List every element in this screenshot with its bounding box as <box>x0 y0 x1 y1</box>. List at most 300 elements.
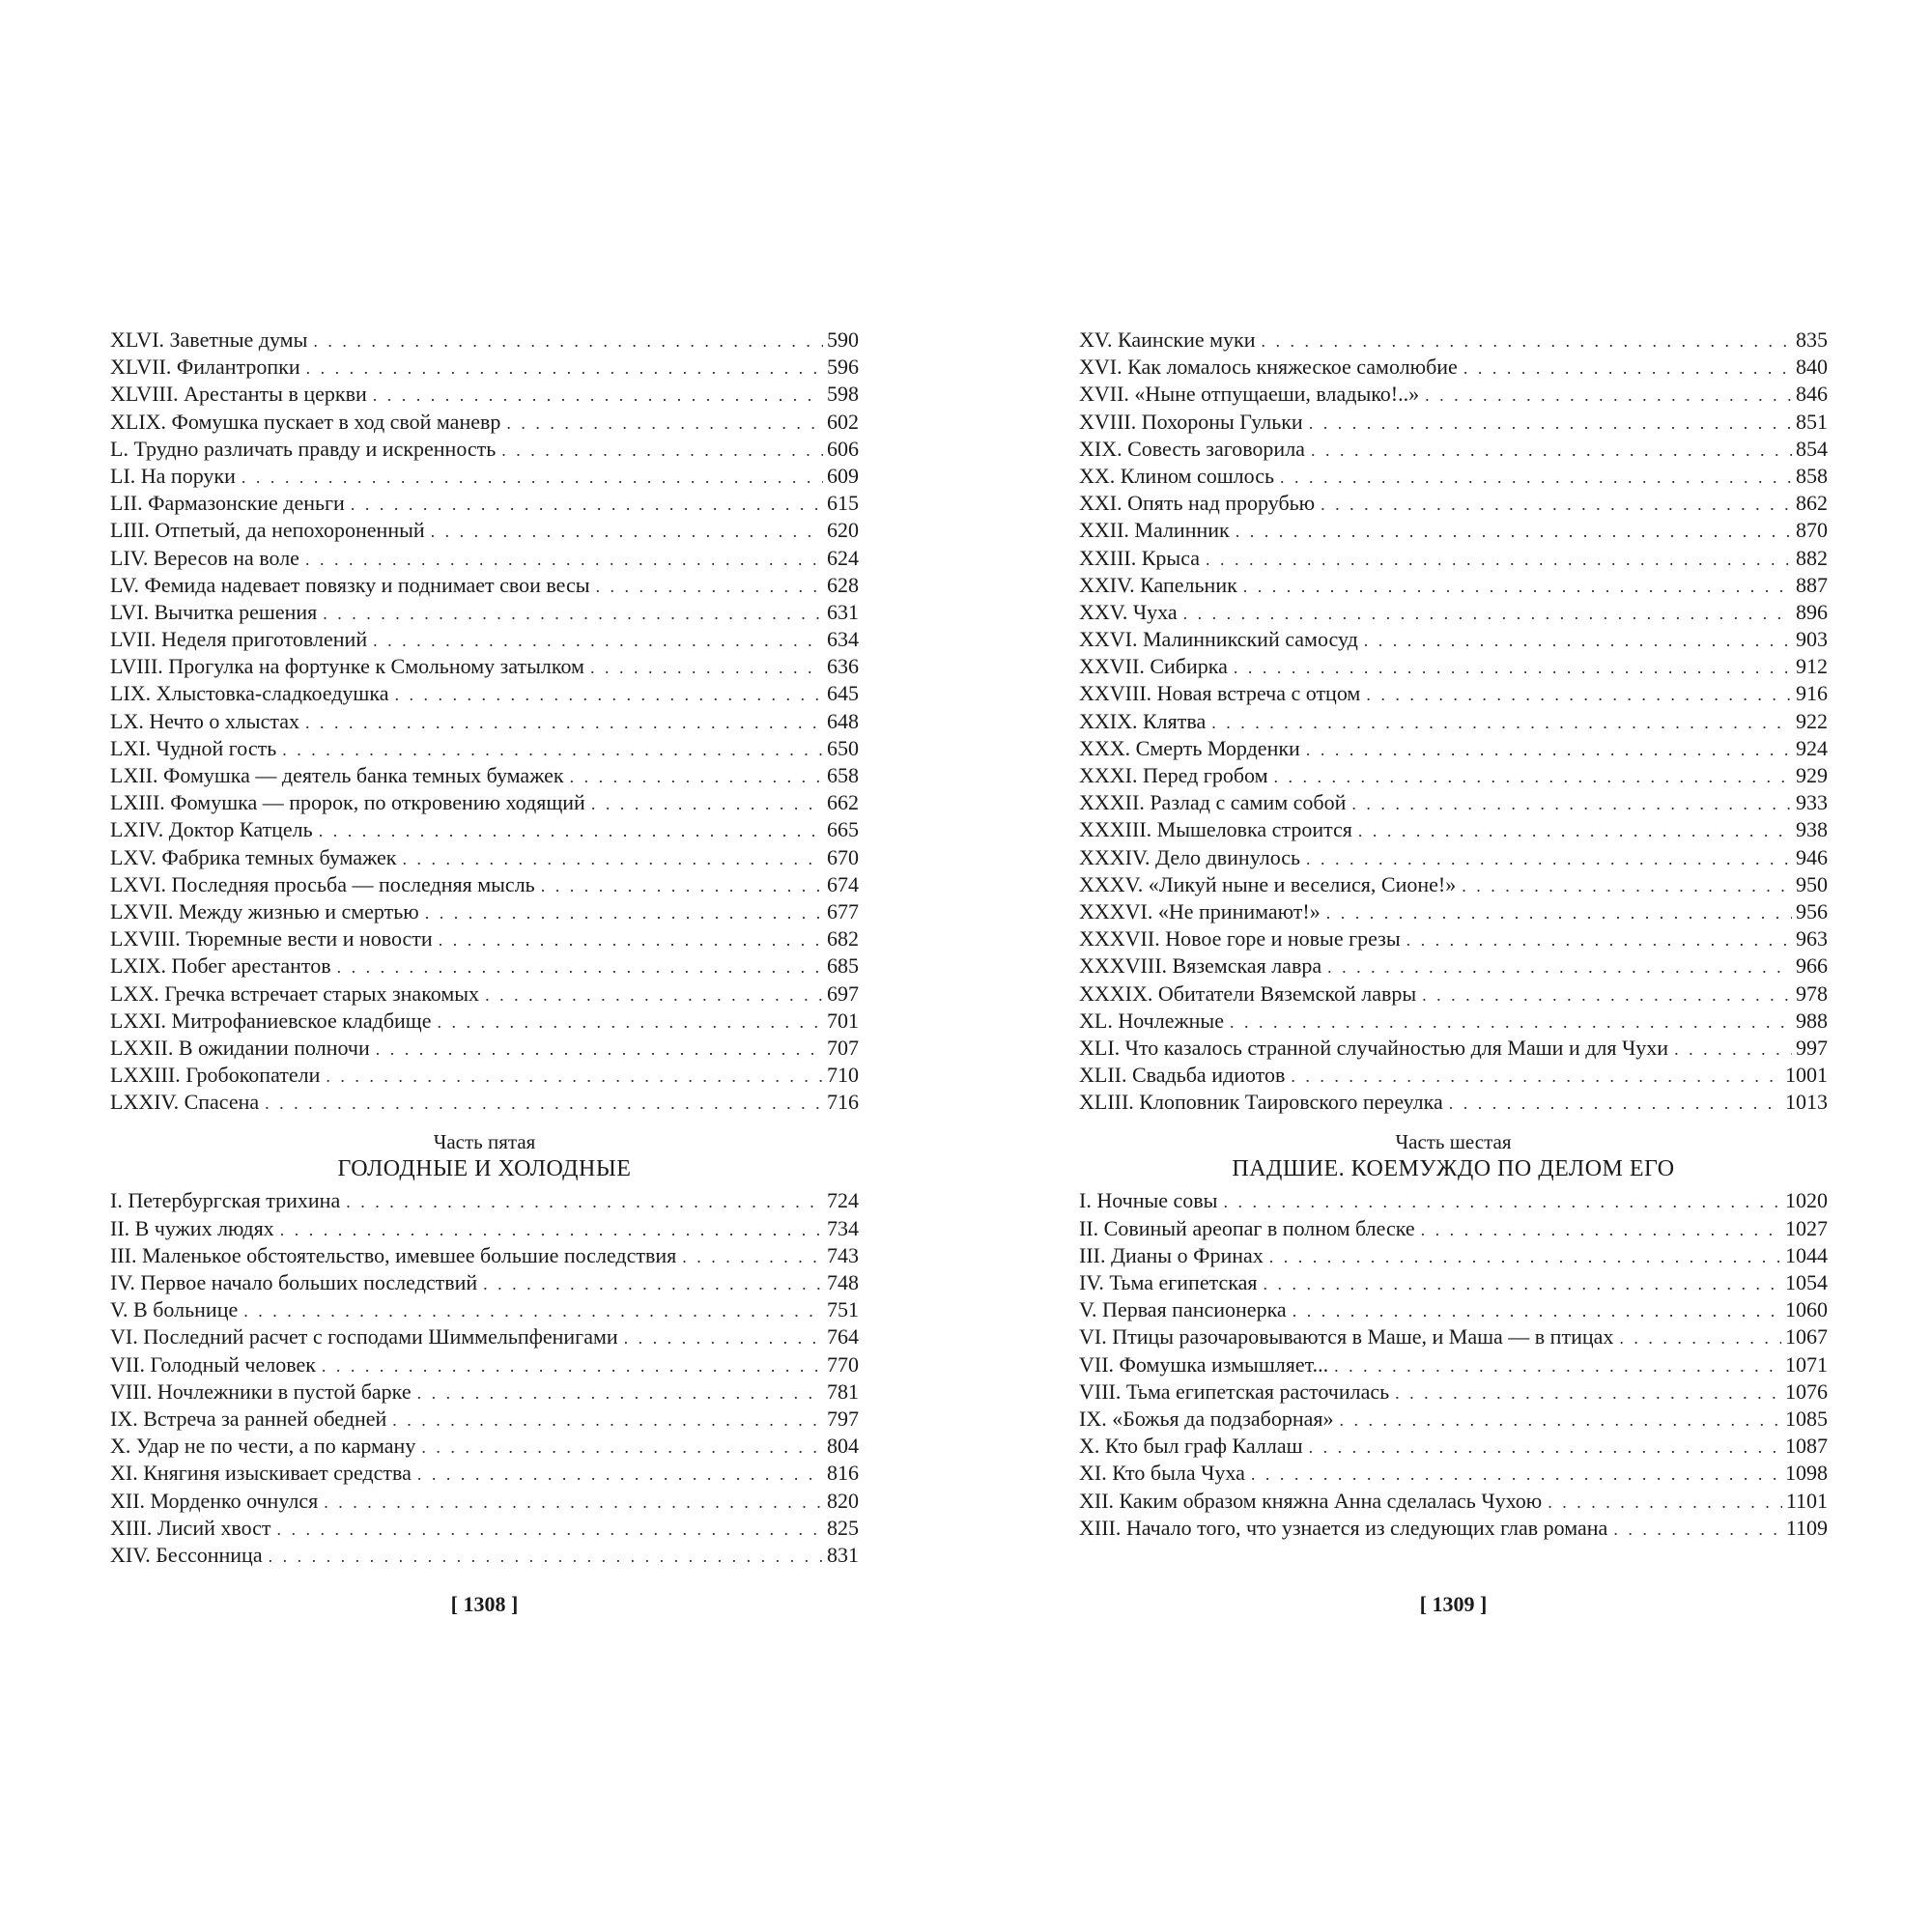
toc-entry-title: VII. Фомушка измышляет... <box>1079 1351 1329 1377</box>
toc-entry <box>110 708 859 735</box>
toc-entry-page: 645 <box>827 681 859 706</box>
toc-leader-dots <box>425 899 823 926</box>
toc-leader-dots <box>1449 1090 1781 1117</box>
toc-leader-dots <box>501 437 823 464</box>
toc-entry-page: 862 <box>1796 491 1828 516</box>
toc-entry-page: 609 <box>827 463 859 488</box>
toc-entry-page: 606 <box>827 436 859 461</box>
toc-entry-page: 933 <box>1796 790 1828 815</box>
toc-entry <box>110 844 859 871</box>
toc-entry-title: VI. Последний расчет с господами Шиммельпфенигами <box>110 1324 618 1350</box>
toc-entry-title: XII. Морденко очнулся <box>110 1488 319 1513</box>
toc-entry-title: LXXI. Митрофаниевское кладбище <box>110 1008 432 1033</box>
toc-entry-page: 1087 <box>1785 1434 1828 1459</box>
toc-entry-page: 816 <box>827 1461 859 1486</box>
toc-leader-dots <box>1274 763 1792 790</box>
toc-leader-dots <box>417 1379 823 1406</box>
toc-leader-dots <box>590 654 823 681</box>
toc-entry-page: 734 <box>827 1215 859 1240</box>
toc-entry-page: 665 <box>827 817 859 842</box>
toc-entry-page: 854 <box>1796 436 1828 461</box>
toc-entry-page: 682 <box>827 926 859 952</box>
toc-entry <box>1079 436 1828 463</box>
toc-leader-dots <box>1674 1036 1792 1063</box>
toc-entry-title: XIII. Лисий хвост <box>110 1515 271 1540</box>
toc-entry <box>1079 517 1828 544</box>
toc-entry <box>1079 1433 1828 1460</box>
toc-entry-page: 825 <box>827 1515 859 1540</box>
toc-leader-dots <box>269 1543 823 1570</box>
toc-entry-page: 615 <box>827 491 859 516</box>
toc-entry <box>110 1242 859 1269</box>
toc-entry <box>1079 735 1828 762</box>
toc-leader-dots <box>438 1009 823 1036</box>
toc-entry <box>1079 327 1828 354</box>
toc-entry-title: VIII. Ночлежники в пустой барке <box>110 1378 412 1404</box>
toc-entry <box>1079 1378 1828 1406</box>
toc-leader-dots <box>373 382 823 409</box>
toc-entry-title: III. Дианы о Фринах <box>1079 1242 1264 1267</box>
toc-entry-title: X. Удар не по чести, а по карману <box>110 1434 416 1459</box>
toc-entry <box>110 925 859 952</box>
toc-entry <box>1079 354 1828 381</box>
toc-leader-dots <box>306 355 823 382</box>
toc-leader-dots <box>1326 899 1792 926</box>
toc-leader-dots <box>541 872 823 899</box>
page-number-left: [ 1308 ] <box>450 1592 519 1616</box>
toc-entry <box>1079 1215 1828 1242</box>
toc-entry-title: LXII. Фомушка — деятель банка темных бумажек <box>110 763 564 787</box>
toc-entry-page: 997 <box>1796 1035 1828 1060</box>
toc-leader-dots <box>373 627 823 654</box>
toc-entry-title: XLIII. Клоповник Таировского переулка <box>1079 1090 1443 1115</box>
toc-entry-page: 685 <box>827 953 859 979</box>
toc-entry <box>1079 1323 1828 1350</box>
toc-leader-dots <box>392 1406 823 1434</box>
toc-entry-title: VI. Птицы разочаровываются в Маше, и Маша — в птицах <box>1079 1324 1614 1350</box>
toc-entry-title: XVI. Как ломалось княжеское самолюбие <box>1079 355 1458 380</box>
toc-leader-dots <box>1309 410 1792 437</box>
toc-entry-page: 748 <box>827 1270 859 1294</box>
toc-leader-dots <box>324 1489 823 1516</box>
toc-leader-dots <box>337 953 823 980</box>
toc-entry-page: 674 <box>827 871 859 896</box>
toc-leader-dots <box>682 1243 823 1270</box>
toc-entry-title: IX. Встреча за ранней обедней <box>110 1406 387 1431</box>
toc-leader-dots <box>1613 1516 1782 1543</box>
toc-entry-title: X. Кто был граф Каллаш <box>1079 1434 1303 1459</box>
toc-leader-dots <box>326 1063 823 1090</box>
toc-entry <box>110 517 859 544</box>
toc-entry <box>110 1035 859 1062</box>
toc-entry-title: L. Трудно различать правду и искренность <box>110 436 497 461</box>
toc-entry-page: 1109 <box>1785 1515 1828 1540</box>
toc-leader-dots <box>305 709 823 736</box>
toc-entry <box>110 626 859 653</box>
toc-entry-title: IV. Тьма египетская <box>1079 1270 1258 1294</box>
toc-entry-title: LIII. Отпетый, да непохороненный <box>110 518 425 543</box>
toc-entry <box>1079 1242 1828 1269</box>
toc-entry <box>1079 463 1828 490</box>
toc-leader-dots <box>1206 546 1792 573</box>
toc-entry-page: 781 <box>827 1378 859 1404</box>
toc-leader-dots <box>1358 817 1792 844</box>
part-heading-six <box>1079 1129 1828 1183</box>
toc-entry <box>110 354 859 381</box>
toc-entry-page: 978 <box>1796 980 1828 1006</box>
toc-entry-page: 648 <box>827 708 859 733</box>
toc-entry <box>1079 1269 1828 1296</box>
toc-leader-dots <box>1264 1270 1782 1297</box>
toc-leader-dots <box>591 790 823 817</box>
toc-entry-title: XVII. «Ныне отпущаеши, владыко!..» <box>1079 382 1420 407</box>
toc-leader-dots <box>322 1352 823 1379</box>
toc-entry-title: XL. Ночлежные <box>1079 1008 1224 1033</box>
toc-entry-title: V. В больнице <box>110 1297 239 1322</box>
toc-entry-title: LI. На поруки <box>110 463 236 488</box>
toc-entry <box>1079 762 1828 789</box>
toc-entry <box>1079 1460 1828 1487</box>
toc-entry-page: 716 <box>827 1090 859 1115</box>
toc-entry <box>1079 545 1828 572</box>
toc-entry-title: LIV. Вересов на воле <box>110 545 299 570</box>
toc-entry <box>1079 1488 1828 1515</box>
toc-entry-title: XLII. Свадьба идиотов <box>1079 1063 1286 1088</box>
toc-entry-page: 602 <box>827 409 859 434</box>
toc-leader-dots <box>395 681 824 708</box>
toc-entry-title: I. Ночные совы <box>1079 1188 1218 1213</box>
toc-leader-dots <box>305 546 823 573</box>
toc-leader-dots <box>280 1216 823 1243</box>
toc-entry <box>110 490 859 517</box>
toc-entry-page: 650 <box>827 735 859 760</box>
toc-entry-title: XXIII. Крыса <box>1079 545 1201 570</box>
toc-entry-page: 624 <box>827 545 859 570</box>
toc-entry-page: 950 <box>1796 871 1828 896</box>
toc-entry-page: 1071 <box>1785 1351 1828 1377</box>
toc-leader-dots <box>243 1297 823 1324</box>
toc-entry <box>110 1296 859 1323</box>
toc-entry-page: 677 <box>827 898 859 923</box>
toc-entry <box>1079 680 1828 707</box>
toc-entry-page: 590 <box>827 327 859 352</box>
toc-entry <box>1079 708 1828 735</box>
toc-entry <box>110 789 859 816</box>
toc-entry <box>110 1515 859 1542</box>
toc-entry-title: XXIV. Капельник <box>1079 572 1237 597</box>
toc-entry <box>1079 599 1828 626</box>
toc-entry-page: 662 <box>827 790 859 815</box>
toc-entry-title: VII. Голодный человек <box>110 1351 316 1377</box>
toc-entry-title: XLI. Что казалось странной случайностью для Маши и для Чухи <box>1079 1035 1669 1060</box>
toc-entry-page: 770 <box>827 1351 859 1377</box>
toc-leader-dots <box>1619 1324 1781 1351</box>
toc-entry-title: LIX. Хлыстовка-сладкоедушка <box>110 681 389 706</box>
right-page <box>1079 327 1828 1542</box>
toc-entry-title: LVIII. Прогулка на фортунке к Смольному затылком <box>110 654 584 679</box>
toc-entry-title: LXIX. Побег арестантов <box>110 953 331 979</box>
toc-entry-page: 820 <box>827 1488 859 1513</box>
toc-entry-page: 797 <box>827 1406 859 1431</box>
part-title: ГОЛОДНЫЕ И ХОЛОДНЫЕ <box>337 1156 632 1182</box>
toc-entry-page: 922 <box>1796 708 1828 733</box>
toc-entry-title: XXV. Чуха <box>1079 599 1178 624</box>
toc-leader-dots <box>1311 437 1792 464</box>
toc-entry-title: LXVII. Между жизнью и смертью <box>110 898 419 923</box>
toc-entry-title: LV. Фемида надевает повязку и поднимает свои весы <box>110 572 590 597</box>
toc-leader-dots <box>439 926 823 953</box>
toc-leader-dots <box>1223 1188 1781 1215</box>
toc-entry-title: XXXVIII. Вяземская лавра <box>1079 953 1322 979</box>
toc-leader-dots <box>346 1188 823 1215</box>
toc-entry <box>1079 1406 1828 1433</box>
toc-entry-page: 929 <box>1796 763 1828 787</box>
toc-leader-dots <box>1230 1009 1792 1036</box>
toc-entry-title: XXVII. Сибирка <box>1079 654 1228 679</box>
toc-entry-title: III. Маленькое обстоятельство, имевшее большие последствия <box>110 1242 677 1267</box>
toc-leader-dots <box>1293 1297 1781 1324</box>
toc-entry <box>110 1378 859 1406</box>
toc-list-left-part <box>110 1187 859 1569</box>
toc-leader-dots <box>282 736 823 763</box>
toc-entry <box>1079 1296 1828 1323</box>
toc-entry-page: 743 <box>827 1242 859 1267</box>
toc-entry-title: XXXVII. Новое горе и новые грезы <box>1079 926 1401 952</box>
toc-entry-title: LXV. Фабрика темных бумажек <box>110 844 397 869</box>
toc-entry-page: 956 <box>1796 898 1828 923</box>
toc-entry-page: 804 <box>827 1434 859 1459</box>
toc-entry-title: XIII. Начало того, что узнается из следующих глав романа <box>1079 1515 1608 1540</box>
toc-leader-dots <box>242 464 823 491</box>
toc-entry-title: XII. Каким образом княжна Анна сделалась Чухою <box>1079 1488 1543 1513</box>
toc-entry-page: 1085 <box>1785 1406 1828 1431</box>
toc-leader-dots <box>1183 600 1792 627</box>
toc-entry <box>1079 1515 1828 1542</box>
toc-entry-title: I. Петербургская трихина <box>110 1188 341 1213</box>
toc-entry-page: 631 <box>827 599 859 624</box>
toc-entry-title: XXII. Малинник <box>1079 518 1230 543</box>
toc-leader-dots <box>313 327 823 355</box>
toc-entry-title: XXXI. Перед гробом <box>1079 763 1268 787</box>
toc-entry <box>110 816 859 843</box>
toc-entry-page: 946 <box>1796 844 1828 869</box>
toc-entry <box>1079 490 1828 517</box>
toc-entry-title: LVI. Вычитка решения <box>110 599 318 624</box>
toc-entry-page: 882 <box>1796 545 1828 570</box>
toc-entry-page: 707 <box>827 1035 859 1060</box>
toc-leader-dots <box>1462 872 1792 899</box>
toc-entry-title: XLVII. Филантропки <box>110 355 300 380</box>
toc-leader-dots <box>323 600 823 627</box>
toc-leader-dots <box>1236 518 1792 545</box>
toc-entry-page: 1098 <box>1785 1461 1828 1486</box>
toc-entry <box>1079 925 1828 952</box>
toc-entry <box>1079 1089 1828 1116</box>
toc-entry <box>110 1406 859 1433</box>
toc-entry-page: 938 <box>1796 817 1828 842</box>
toc-entry-page: 1001 <box>1785 1063 1828 1088</box>
toc-leader-dots <box>1422 981 1792 1009</box>
toc-leader-dots <box>624 1324 823 1351</box>
toc-entry-page: 831 <box>827 1542 859 1567</box>
toc-entry <box>110 327 859 354</box>
toc-list-right-part <box>1079 1187 1828 1541</box>
toc-entry-title: LX. Нечто о хлыстах <box>110 708 299 733</box>
toc-entry-page: 628 <box>827 572 859 597</box>
toc-entry <box>110 653 859 680</box>
toc-leader-dots <box>570 763 823 790</box>
toc-leader-dots <box>1251 1461 1781 1488</box>
toc-entry <box>110 1008 859 1035</box>
toc-entry <box>110 572 859 599</box>
toc-entry <box>110 1089 859 1116</box>
part-label: Часть шестая <box>1395 1130 1512 1154</box>
toc-leader-dots <box>1395 1379 1781 1406</box>
toc-entry-title: XXXIX. Обитатели Вяземской лавры <box>1079 980 1417 1006</box>
toc-entry <box>1079 980 1828 1008</box>
toc-leader-dots <box>1548 1489 1782 1516</box>
toc-entry-title: XI. Кто была Чуха <box>1079 1461 1245 1486</box>
toc-entry-title: XIX. Совесть заговорила <box>1079 436 1305 461</box>
toc-entry-title: LXXIII. Гробокопатели <box>110 1063 321 1088</box>
toc-entry-title: XX. Клином сошлось <box>1079 463 1275 488</box>
toc-entry-title: XXXV. «Ликуй ныне и веселися, Сионе!» <box>1079 871 1457 896</box>
toc-entry <box>1079 1187 1828 1214</box>
toc-entry-page: 966 <box>1796 953 1828 979</box>
toc-entry-title: IX. «Божья да подзаборная» <box>1079 1406 1334 1431</box>
toc-entry <box>1079 653 1828 680</box>
toc-entry <box>1079 789 1828 816</box>
toc-leader-dots <box>1262 327 1792 355</box>
toc-entry-title: XI. Княгиня изыскивает средства <box>110 1461 412 1486</box>
toc-entry-title: XXVI. Малинникский самосуд <box>1079 627 1358 652</box>
toc-entry-page: 1101 <box>1785 1488 1828 1513</box>
toc-leader-dots <box>1291 1063 1781 1090</box>
toc-leader-dots <box>1340 1406 1781 1434</box>
toc-entry-page: 903 <box>1796 627 1828 652</box>
toc-leader-dots <box>483 1270 823 1297</box>
toc-entry-page: 1076 <box>1785 1378 1828 1404</box>
toc-entry-page: 835 <box>1796 327 1828 352</box>
toc-entry-page: 751 <box>827 1297 859 1322</box>
toc-entry-title: XLIX. Фомушка пускает в ход свой маневр <box>110 409 501 434</box>
toc-entry-title: LXIII. Фомушка — пророк, по откровению ходящий <box>110 790 585 815</box>
toc-leader-dots <box>1421 1216 1781 1243</box>
toc-entry <box>110 1460 859 1487</box>
toc-entry-page: 963 <box>1796 926 1828 952</box>
toc-leader-dots <box>596 573 823 600</box>
toc-entry-title: V. Первая пансионерка <box>1079 1297 1287 1322</box>
toc-entry <box>110 871 859 898</box>
toc-entry-page: 840 <box>1796 355 1828 380</box>
toc-entry <box>110 680 859 707</box>
toc-entry-page: 1020 <box>1785 1188 1828 1213</box>
toc-entry <box>1079 898 1828 925</box>
toc-list-left-top <box>110 327 859 1116</box>
toc-entry-title: XXVIII. Новая встреча с отцом <box>1079 681 1361 706</box>
toc-entry-title: XXXIII. Мышеловка строится <box>1079 817 1352 842</box>
toc-leader-dots <box>1366 681 1792 708</box>
toc-entry-title: XV. Каинские муки <box>1079 327 1256 352</box>
toc-entry-page: 724 <box>827 1188 859 1213</box>
toc-entry-page: 846 <box>1796 382 1828 407</box>
toc-entry <box>1079 952 1828 980</box>
toc-leader-dots <box>1234 654 1792 681</box>
toc-entry-title: LII. Фармазонские деньги <box>110 491 345 516</box>
toc-entry-title: XXIX. Клятва <box>1079 708 1207 733</box>
toc-entry-page: 710 <box>827 1063 859 1088</box>
toc-leader-dots <box>1327 953 1792 980</box>
toc-entry <box>1079 381 1828 408</box>
toc-entry-title: LXVIII. Тюремные вести и новости <box>110 926 433 952</box>
toc-entry-title: LXIV. Доктор Катцель <box>110 817 313 842</box>
toc-entry-page: 851 <box>1796 409 1828 434</box>
toc-entry <box>110 1062 859 1089</box>
toc-entry-page: 916 <box>1796 681 1828 706</box>
toc-entry-title: IV. Первое начало больших последствий <box>110 1270 478 1294</box>
toc-leader-dots <box>1211 709 1792 736</box>
toc-list-right-top <box>1079 327 1828 1116</box>
toc-entry-title: XVIII. Похороны Гульки <box>1079 409 1303 434</box>
toc-leader-dots <box>506 410 823 437</box>
toc-entry-title: XXXVI. «Не принимают!» <box>1079 898 1321 923</box>
toc-leader-dots <box>421 1434 823 1461</box>
toc-entry-page: 1044 <box>1785 1242 1828 1267</box>
toc-entry-title: XIV. Бессонница <box>110 1542 263 1567</box>
toc-leader-dots <box>1269 1243 1781 1270</box>
toc-leader-dots <box>1280 464 1792 491</box>
toc-entry-page: 596 <box>827 355 859 380</box>
toc-leader-dots <box>265 1090 823 1117</box>
toc-entry-page: 858 <box>1796 463 1828 488</box>
toc-leader-dots <box>1321 491 1792 518</box>
part-heading-five <box>110 1129 859 1183</box>
toc-entry-title: LXXIV. Спасена <box>110 1090 260 1115</box>
part-title: ПАДШИЕ. КОЕМУЖДО ПО ДЕЛОМ ЕГО <box>1232 1156 1675 1182</box>
toc-leader-dots <box>1243 573 1792 600</box>
toc-entry <box>110 952 859 980</box>
toc-entry-title: XXX. Смерть Морденки <box>1079 735 1300 760</box>
toc-entry <box>1079 1035 1828 1062</box>
toc-entry-title: VIII. Тьма египетская расточилась <box>1079 1378 1390 1404</box>
toc-entry <box>110 1542 859 1569</box>
toc-leader-dots <box>1364 627 1792 654</box>
toc-entry <box>110 1351 859 1378</box>
toc-leader-dots <box>417 1461 823 1488</box>
toc-entry-page: 701 <box>827 1008 859 1033</box>
toc-leader-dots <box>431 518 823 545</box>
toc-entry <box>110 898 859 925</box>
part-label: Часть пятая <box>433 1130 536 1154</box>
toc-entry-title: XXXII. Разлад с самим собой <box>1079 790 1347 815</box>
toc-entry <box>1079 626 1828 653</box>
toc-entry-title: II. Совиный ареопаг в полном блеске <box>1079 1215 1415 1240</box>
toc-entry <box>110 599 859 626</box>
toc-leader-dots <box>1351 790 1792 817</box>
toc-entry <box>110 1215 859 1242</box>
toc-entry-page: 697 <box>827 980 859 1006</box>
toc-entry <box>110 545 859 572</box>
toc-entry <box>110 1433 859 1460</box>
toc-entry <box>1079 871 1828 898</box>
toc-entry-page: 670 <box>827 844 859 869</box>
toc-entry <box>110 1269 859 1296</box>
toc-entry-title: LVII. Неделя приготовлений <box>110 627 368 652</box>
toc-entry-title: LXX. Гречка встречает старых знакомых <box>110 980 480 1006</box>
toc-entry-page: 912 <box>1796 654 1828 679</box>
toc-entry <box>110 980 859 1008</box>
toc-entry-title: LXVI. Последняя просьба — последняя мысль <box>110 871 535 896</box>
